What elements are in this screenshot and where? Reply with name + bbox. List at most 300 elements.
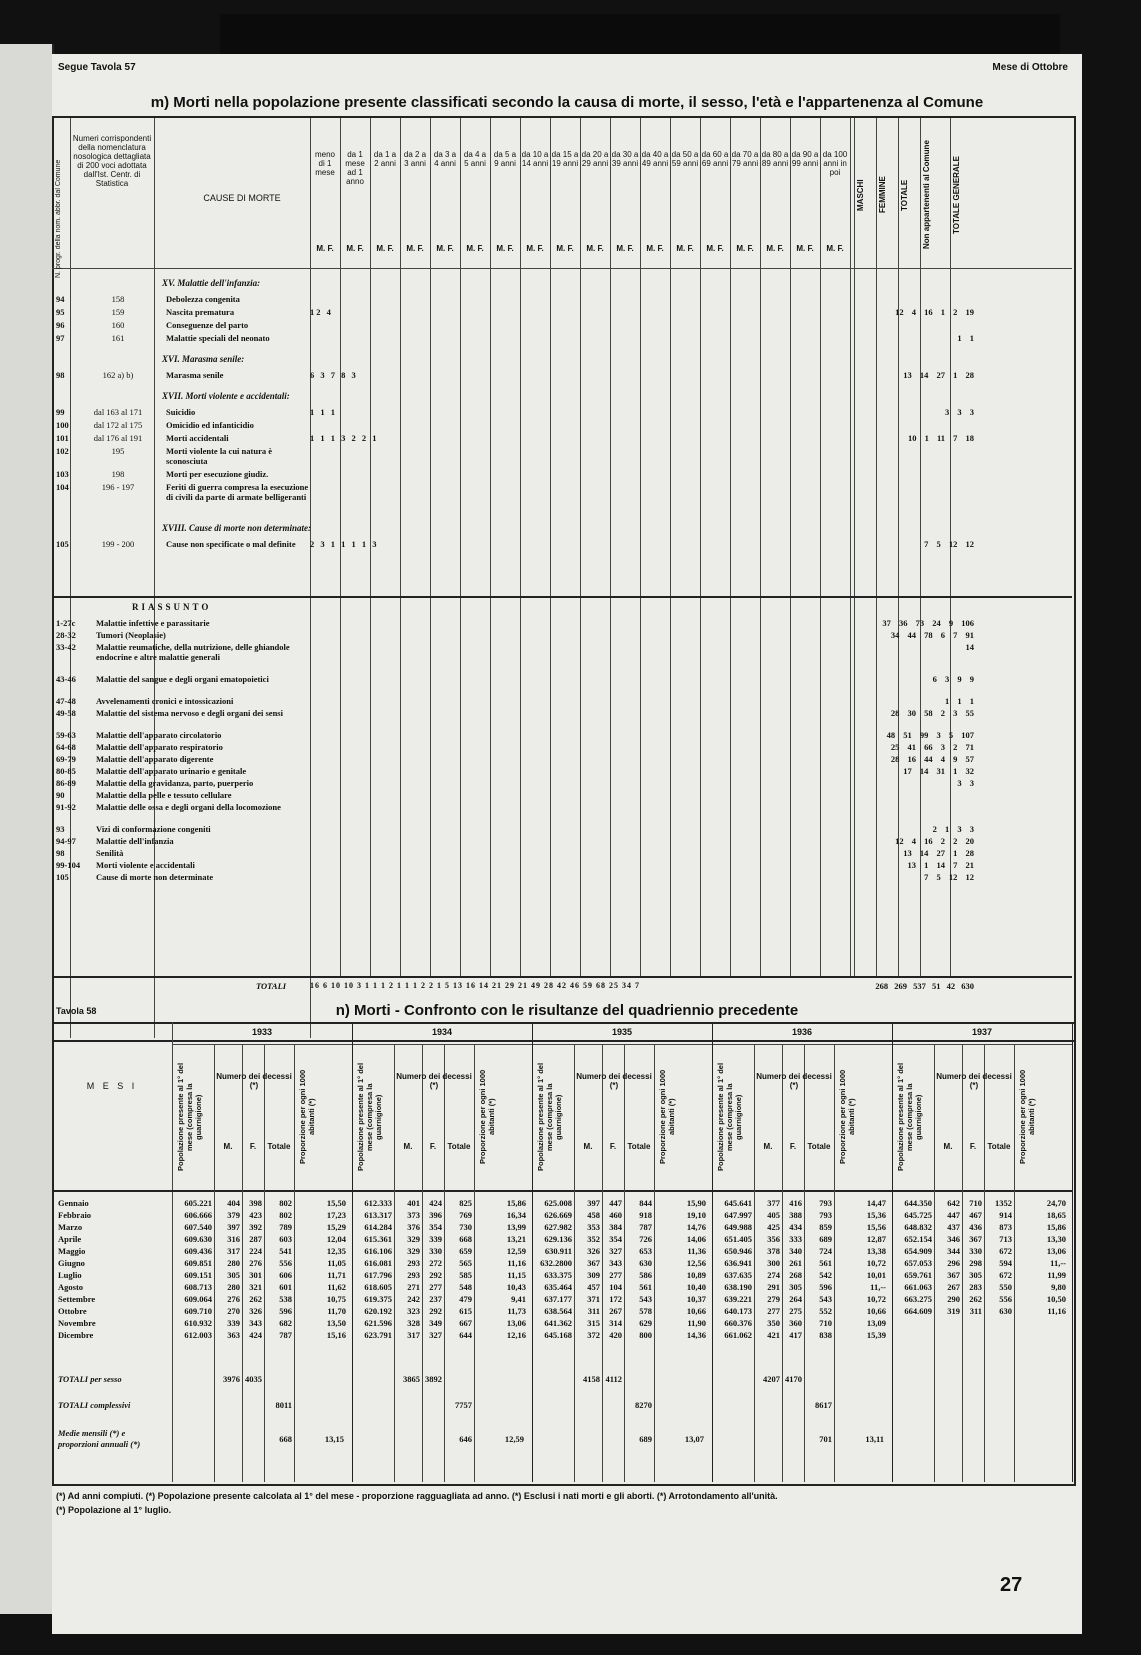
- cell-value: 561: [639, 1282, 652, 1292]
- cell-value: 291: [767, 1282, 780, 1292]
- cell-value: 859: [819, 1222, 832, 1232]
- row-cause: Omicidio ed infanticidio: [166, 420, 254, 430]
- cell-value: 328: [407, 1318, 420, 1328]
- cell-value: 276: [249, 1258, 262, 1268]
- grid-hline: [52, 1190, 1072, 1192]
- cell-value: 636.941: [724, 1258, 752, 1268]
- row-age-values: 6 3 7 8 3: [310, 370, 358, 380]
- month-label: Luglio: [58, 1270, 82, 1280]
- cell-value: 262: [249, 1294, 262, 1304]
- cell-value: 268: [789, 1270, 802, 1280]
- cell-value: 311: [587, 1306, 600, 1316]
- age-group-header: da 1 mese ad 1 anno: [345, 150, 365, 186]
- cell-value: 367: [947, 1270, 960, 1280]
- row-cause: Morti violente e accidentali: [96, 860, 195, 870]
- cell-value: 425: [767, 1222, 780, 1232]
- cell-value: 326: [587, 1246, 600, 1256]
- cell-value: 367: [969, 1234, 982, 1244]
- cell-value: 13,99: [506, 1222, 526, 1232]
- row-code: 80-85: [56, 766, 76, 776]
- cell-value: 298: [969, 1258, 982, 1268]
- sub-column-header: F.: [789, 1142, 797, 1151]
- cell-value: 292: [429, 1270, 442, 1280]
- total-by-sex-m: 3865: [403, 1374, 420, 1384]
- row-cause: Malattie reumatiche, della nutrizione, delle ghiandole endocrine e altre malattie generali: [96, 642, 290, 662]
- cell-value: 633.375: [544, 1270, 572, 1280]
- sub-column-header: Totale: [447, 1142, 471, 1151]
- cell-value: 15,16: [326, 1330, 346, 1340]
- cell-value: 15,50: [326, 1198, 346, 1208]
- cell-value: 640.173: [724, 1306, 752, 1316]
- cell-value: 344: [947, 1246, 960, 1256]
- mf-header: M. F.: [316, 244, 334, 253]
- sub-column-header: M.: [223, 1142, 233, 1151]
- cell-value: 10,01: [866, 1270, 886, 1280]
- cell-value: 10,50: [1046, 1294, 1066, 1304]
- cell-value: 637.177: [544, 1294, 572, 1304]
- sub-column-header: Popolazione presente al 1° del mese (compresa la guarnigione): [716, 1062, 743, 1172]
- row-age-values: 2 3 1 1 1 1 3: [310, 539, 379, 549]
- age-group-header: da 20 a 29 anni: [581, 150, 609, 168]
- cell-value: 616.081: [364, 1258, 392, 1268]
- cell-value: 19,10: [686, 1210, 706, 1220]
- cell-value: 682: [279, 1318, 292, 1328]
- cell-value: 327: [609, 1246, 622, 1256]
- row-totals: 17 14 31 1 32: [903, 766, 974, 776]
- row-cause: Malattie dell'apparato circolatorio: [96, 730, 222, 740]
- cell-value: 565: [459, 1258, 472, 1268]
- age-group-header: meno di 1 mese: [314, 150, 335, 177]
- row-cause: Malattie della pelle e tessuto cellulare: [96, 790, 232, 800]
- cell-value: 612.333: [364, 1198, 392, 1208]
- sub-column-header: Popolazione presente al 1° del mese (compresa la guarnigione): [176, 1062, 203, 1172]
- row-totals: 13 1 14 7 21: [907, 860, 974, 870]
- cell-value: 726: [639, 1234, 652, 1244]
- cell-value: 645.641: [724, 1198, 752, 1208]
- cell-value: 242: [407, 1294, 420, 1304]
- row-code: 160: [111, 320, 125, 330]
- cell-value: 104: [609, 1282, 622, 1292]
- cell-value: 10,37: [686, 1294, 706, 1304]
- cell-value: 293: [407, 1258, 420, 1268]
- cell-value: 542: [819, 1270, 832, 1280]
- cell-value: 10,72: [866, 1258, 886, 1268]
- row-cause: Malattie speciali del neonato: [166, 333, 270, 343]
- cell-value: 615: [459, 1306, 472, 1316]
- numero-header: Numero dei decessi (*): [396, 1072, 472, 1090]
- cell-value: 14,36: [686, 1330, 706, 1340]
- sub-column-header: Totale: [987, 1142, 1011, 1151]
- cell-value: 9,80: [1051, 1282, 1066, 1292]
- cell-value: 639.221: [724, 1294, 752, 1304]
- row-code: 69-79: [56, 754, 76, 764]
- totals-age-values: 16 6 10 10 3 1 1 1 2 1 1 1 2 2 1 5 13 16 14 21 29 21 49 28 42 46 59 68 25 34 7: [310, 981, 640, 990]
- cell-value: 800: [639, 1330, 652, 1340]
- cell-value: 421: [767, 1330, 780, 1340]
- cell-value: 672: [999, 1246, 1012, 1256]
- cell-value: 11,15: [507, 1270, 526, 1280]
- cell-value: 9,41: [511, 1294, 526, 1304]
- row-number: 101: [56, 433, 69, 443]
- row-cause: Malattie del sistema nervoso e degli organi dei sensi: [96, 708, 283, 718]
- row-totals: 28 30 58 2 3 55: [890, 708, 974, 718]
- grid-vline: [850, 118, 851, 976]
- mf-header: M. F.: [586, 244, 604, 253]
- sub-column-header: Proporzione per ogni 1000 abitanti (*): [478, 1069, 496, 1165]
- cell-value: 378: [767, 1246, 780, 1256]
- cell-value: 629.136: [544, 1234, 572, 1244]
- annual-proportion: 13,07: [684, 1434, 704, 1444]
- month-label: Gennaio: [58, 1198, 89, 1208]
- annual-proportion: 13,15: [324, 1434, 344, 1444]
- cell-value: 271: [407, 1282, 420, 1292]
- cell-value: 654.909: [904, 1246, 932, 1256]
- cell-value: 16,34: [506, 1210, 526, 1220]
- total-by-sex-m: 4207: [763, 1374, 780, 1384]
- row-code: 28-32: [56, 630, 76, 640]
- cell-value: 301: [249, 1270, 262, 1280]
- cell-value: 276: [227, 1294, 240, 1304]
- annual-proportion: 13,11: [865, 1434, 884, 1444]
- cell-value: 724: [819, 1246, 832, 1256]
- mf-header: M. F.: [736, 244, 754, 253]
- sub-column-header: Proporzione per ogni 1000 abitanti (*): [1018, 1069, 1036, 1165]
- row-code: 1-27c: [56, 618, 76, 628]
- cell-value: 11,16: [1047, 1306, 1066, 1316]
- cell-value: 11,16: [507, 1258, 526, 1268]
- cell-value: 648.832: [904, 1222, 932, 1232]
- cell-value: 543: [639, 1294, 652, 1304]
- table-m-title: m) Morti nella popolazione presente classificati secondo la causa di morte, il sesso, l'età e l'appartenenza al Comune: [150, 94, 984, 111]
- means-label: Medie mensili (*) e proporzioni annuali (*): [58, 1428, 141, 1449]
- cell-value: 638.564: [544, 1306, 572, 1316]
- running-header-right: Mese di Ottobre: [992, 62, 1068, 73]
- mf-header: M. F.: [406, 244, 424, 253]
- row-cause: Morti per esecuzione giudiz.: [166, 469, 269, 479]
- cell-value: 274: [767, 1270, 780, 1280]
- cell-value: 13,21: [506, 1234, 526, 1244]
- cell-value: 354: [609, 1234, 622, 1244]
- row-cause: Malattie della gravidanza, parto, puerperio: [96, 778, 254, 788]
- cell-value: 424: [429, 1198, 442, 1208]
- cell-value: 802: [279, 1198, 292, 1208]
- mf-header: M. F.: [496, 244, 514, 253]
- cell-value: 616.106: [364, 1246, 392, 1256]
- row-code: 98: [56, 848, 65, 858]
- cell-value: 12,04: [326, 1234, 346, 1244]
- row-code: dal 172 al 175: [93, 420, 143, 430]
- row-code: 196 - 197: [101, 482, 135, 492]
- cell-value: 397: [587, 1198, 600, 1208]
- row-totals: 7 5 12 12: [924, 872, 974, 882]
- row-number: 102: [56, 446, 69, 456]
- cell-value: 280: [227, 1282, 240, 1292]
- row-totals: 37 36 73 24 9 106: [882, 618, 974, 628]
- age-group-header: da 60 a 69 anni: [701, 150, 729, 168]
- row-code: 64-68: [56, 742, 76, 752]
- row-totals: 7 5 12 12: [924, 539, 974, 549]
- cell-value: 457: [587, 1282, 600, 1292]
- mf-header: M. F.: [526, 244, 544, 253]
- cell-value: 787: [279, 1330, 292, 1340]
- mf-header: M. F.: [766, 244, 784, 253]
- row-code: dal 176 al 191: [93, 433, 143, 443]
- cell-value: 617.796: [364, 1270, 392, 1280]
- sub-column-header: M.: [403, 1142, 413, 1151]
- month-label: Dicembre: [58, 1330, 94, 1340]
- mf-header: M. F.: [796, 244, 814, 253]
- cell-value: 623.791: [364, 1330, 392, 1340]
- cell-value: 607.540: [184, 1222, 212, 1232]
- row-code: 93: [56, 824, 65, 834]
- cell-value: 12,59: [506, 1246, 526, 1256]
- sub-column-header: F.: [429, 1142, 437, 1151]
- cell-value: 237: [429, 1294, 442, 1304]
- cell-value: 10,66: [686, 1306, 706, 1316]
- cell-value: 371: [587, 1294, 600, 1304]
- row-age-values: 12 4: [310, 307, 333, 317]
- cell-value: 543: [819, 1294, 832, 1304]
- cell-value: 458: [587, 1210, 600, 1220]
- cell-value: 15,90: [686, 1198, 706, 1208]
- row-number: 96: [56, 320, 65, 330]
- cell-value: 376: [407, 1222, 420, 1232]
- cell-value: 346: [947, 1234, 960, 1244]
- cell-value: 300: [767, 1258, 780, 1268]
- totals-label: TOTALI: [256, 981, 287, 991]
- cell-value: 769: [459, 1210, 472, 1220]
- sub-column-header: Proporzione per ogni 1000 abitanti (*): [298, 1069, 316, 1165]
- age-group-header: da 1 a 2 anni: [373, 150, 397, 168]
- cell-value: 339: [227, 1318, 240, 1328]
- cell-value: 292: [429, 1306, 442, 1316]
- grid-vline: [154, 118, 155, 1038]
- cell-value: 275: [789, 1306, 802, 1316]
- cell-value: 645.725: [904, 1210, 932, 1220]
- age-group-header: da 2 a 3 anni: [403, 150, 427, 168]
- cell-value: 327: [429, 1330, 442, 1340]
- sub-column-header: Proporzione per ogni 1000 abitanti (*): [658, 1069, 676, 1165]
- cell-value: 10,89: [686, 1270, 706, 1280]
- cell-value: 664.609: [904, 1306, 932, 1316]
- cell-value: 603: [279, 1234, 292, 1244]
- cell-value: 11,36: [687, 1246, 706, 1256]
- cell-value: 267: [947, 1282, 960, 1292]
- month-label: Novembre: [58, 1318, 96, 1328]
- cell-value: 339: [429, 1234, 442, 1244]
- cell-value: 659: [459, 1246, 472, 1256]
- cell-value: 615.361: [364, 1234, 392, 1244]
- monthly-mean: 701: [819, 1434, 832, 1444]
- cell-value: 350: [767, 1318, 780, 1328]
- row-totals: 25 41 66 3 2 71: [890, 742, 974, 752]
- section-heading: XVIII. Cause di morte non determinate:: [162, 523, 312, 533]
- cell-value: 330: [429, 1246, 442, 1256]
- cell-value: 647.997: [724, 1210, 752, 1220]
- cell-value: 437: [947, 1222, 960, 1232]
- cell-value: 630.911: [544, 1246, 572, 1256]
- sub-column-header: Popolazione presente al 1° del mese (compresa la guarnigione): [896, 1062, 923, 1172]
- row-number: 99: [56, 407, 65, 417]
- cell-value: 17,23: [326, 1210, 346, 1220]
- cell-value: 11,99: [1047, 1270, 1066, 1280]
- sub-column-header: Totale: [267, 1142, 291, 1151]
- cell-value: 12,56: [686, 1258, 706, 1268]
- cell-value: 606: [279, 1270, 292, 1280]
- row-code: 161: [111, 333, 125, 343]
- col-header-numeri: Numeri corrispondenti della nomenclatura nosologica dettagliata di 200 voci adottata dall'Ist. Centr. di Statistica: [72, 134, 152, 188]
- row-totals: 1 1 1: [945, 696, 974, 706]
- cell-value: 10,43: [506, 1282, 526, 1292]
- cell-value: 793: [819, 1210, 832, 1220]
- cell-value: 317: [227, 1246, 240, 1256]
- cell-value: 396: [429, 1210, 442, 1220]
- mf-header: M. F.: [376, 244, 394, 253]
- row-cause: Malattie dell'infanzia: [96, 836, 174, 846]
- row-cause: Feriti di guerra compresa la esecuzione di civili da parte di armate belligeranti: [166, 482, 309, 502]
- cell-value: 730: [459, 1222, 472, 1232]
- totals-column-header: TOTALE GENERALE: [952, 156, 961, 234]
- cell-value: 793: [819, 1198, 832, 1208]
- cell-value: 620.192: [364, 1306, 392, 1316]
- year-header: 1935: [611, 1027, 633, 1037]
- cell-value: 12,16: [506, 1330, 526, 1340]
- row-totals: 28 16 44 4 9 57: [890, 754, 974, 764]
- cell-value: 343: [249, 1318, 262, 1328]
- numero-header: Numero dei decessi (*): [936, 1072, 1012, 1090]
- cell-value: 316: [227, 1234, 240, 1244]
- cell-value: 844: [639, 1198, 652, 1208]
- month-label: Aprile: [58, 1234, 82, 1244]
- cell-value: 585: [459, 1270, 472, 1280]
- cell-value: 343: [609, 1258, 622, 1268]
- mf-header: M. F.: [616, 244, 634, 253]
- row-age-values: 1 1 1: [310, 407, 337, 417]
- cell-value: 15,86: [1046, 1222, 1066, 1232]
- cell-value: 224: [249, 1246, 262, 1256]
- row-number: 105: [56, 539, 69, 549]
- cell-value: 279: [767, 1294, 780, 1304]
- year-header: 1933: [251, 1027, 273, 1037]
- cell-value: 353: [587, 1222, 600, 1232]
- sub-column-header: Proporzione per ogni 1000 abitanti (*): [838, 1069, 856, 1165]
- year-header: 1937: [971, 1027, 993, 1037]
- cell-value: 548: [459, 1282, 472, 1292]
- row-number: 104: [56, 482, 69, 492]
- cell-value: 668: [459, 1234, 472, 1244]
- cell-value: 672: [999, 1270, 1012, 1280]
- total-overall: 8617: [815, 1400, 832, 1410]
- cell-value: 710: [969, 1198, 982, 1208]
- age-group-header: da 50 a 59 anni: [671, 150, 699, 168]
- cell-value: 10,72: [866, 1294, 886, 1304]
- cell-value: 561: [819, 1258, 832, 1268]
- mf-header: M. F.: [466, 244, 484, 253]
- cell-value: 261: [789, 1258, 802, 1268]
- cell-value: 630: [639, 1258, 652, 1268]
- footnote-line-1: (*) Ad anni compiuti. (*) Popolazione presente calcolata al 1° del mese - proporzione ragguagliata ad anno. (*) Esclusi i nati morti e gli aborti. (*) Arrotondamento all'unità.: [56, 1491, 778, 1501]
- cell-value: 619.375: [364, 1294, 392, 1304]
- age-group-header: da 3 a 4 anni: [433, 150, 457, 168]
- cell-value: 642: [947, 1198, 960, 1208]
- cell-value: 645.168: [544, 1330, 572, 1340]
- cell-value: 660.376: [724, 1318, 752, 1328]
- cell-value: 283: [969, 1282, 982, 1292]
- cell-value: 460: [609, 1210, 622, 1220]
- cell-value: 354: [429, 1222, 442, 1232]
- cell-value: 689: [819, 1234, 832, 1244]
- row-number: 98: [56, 370, 65, 380]
- grid-vline: [1072, 1022, 1073, 1482]
- cell-value: 424: [249, 1330, 262, 1340]
- age-group-header: da 100 anni in poi: [822, 150, 848, 177]
- cell-value: 264: [789, 1294, 802, 1304]
- cell-value: 262: [969, 1294, 982, 1304]
- row-totals: 13 14 27 1 28: [903, 370, 974, 380]
- row-totals: 48 51 99 3 5 107: [886, 730, 974, 740]
- cell-value: 315: [587, 1318, 600, 1328]
- sub-column-header: F.: [609, 1142, 617, 1151]
- grid-hline: [52, 268, 1072, 269]
- row-cause: Malattie dell'apparato digerente: [96, 754, 214, 764]
- row-cause: Marasma senile: [166, 370, 224, 380]
- cell-value: 388: [789, 1210, 802, 1220]
- row-cause: Suicidio: [166, 407, 196, 417]
- total-by-sex-f: 4035: [245, 1374, 262, 1384]
- cell-value: 13,09: [866, 1318, 886, 1328]
- cell-value: 309: [587, 1270, 600, 1280]
- row-totals: 34 44 78 6 7 91: [890, 630, 974, 640]
- cell-value: 614.284: [364, 1222, 392, 1232]
- cell-value: 601: [279, 1282, 292, 1292]
- cell-value: 789: [279, 1222, 292, 1232]
- age-group-header: da 40 a 49 anni: [641, 150, 669, 168]
- row-cause: Vizi di conformazione congeniti: [96, 824, 211, 834]
- row-totals: 10 1 11 7 18: [907, 433, 974, 443]
- row-cause: Malattie del sangue e degli organi ematopoietici: [96, 674, 269, 684]
- cell-value: 663.275: [904, 1294, 932, 1304]
- cell-value: 649.988: [724, 1222, 752, 1232]
- cell-value: 290: [947, 1294, 960, 1304]
- cell-value: 416: [789, 1198, 802, 1208]
- row-number: 95: [56, 307, 65, 317]
- cell-value: 305: [789, 1282, 802, 1292]
- row-cause: Morti accidentali: [166, 433, 229, 443]
- year-header: 1936: [791, 1027, 813, 1037]
- row-code: 43-46: [56, 674, 76, 684]
- cell-value: 605.221: [184, 1198, 212, 1208]
- cell-value: 11,05: [327, 1258, 346, 1268]
- total-overall: 7757: [455, 1400, 472, 1410]
- row-code: 49-58: [56, 708, 76, 718]
- cell-value: 296: [947, 1258, 960, 1268]
- age-group-header: da 70 a 79 anni: [731, 150, 759, 168]
- cell-value: 596: [279, 1306, 292, 1316]
- cell-value: 1352: [995, 1198, 1012, 1208]
- table-n-title: n) Morti - Confronto con le risultanze del quadriennio precedente: [335, 1002, 799, 1019]
- sub-column-header: M.: [583, 1142, 593, 1151]
- totals-values: 268 269 537 51 42 630: [875, 981, 974, 991]
- sub-column-header: Popolazione presente al 1° del mese (compresa la guarnigione): [536, 1062, 563, 1172]
- totals-column-header: Non appartenenti al Comune: [922, 140, 931, 250]
- cell-value: 825: [459, 1198, 472, 1208]
- sub-column-header: Totale: [627, 1142, 651, 1151]
- row-cause: Cause di morte non determinate: [96, 872, 214, 882]
- cell-value: 404: [227, 1198, 240, 1208]
- monthly-mean: 646: [459, 1434, 472, 1444]
- cell-value: 637.635: [724, 1270, 752, 1280]
- row-code: 47-48: [56, 696, 76, 706]
